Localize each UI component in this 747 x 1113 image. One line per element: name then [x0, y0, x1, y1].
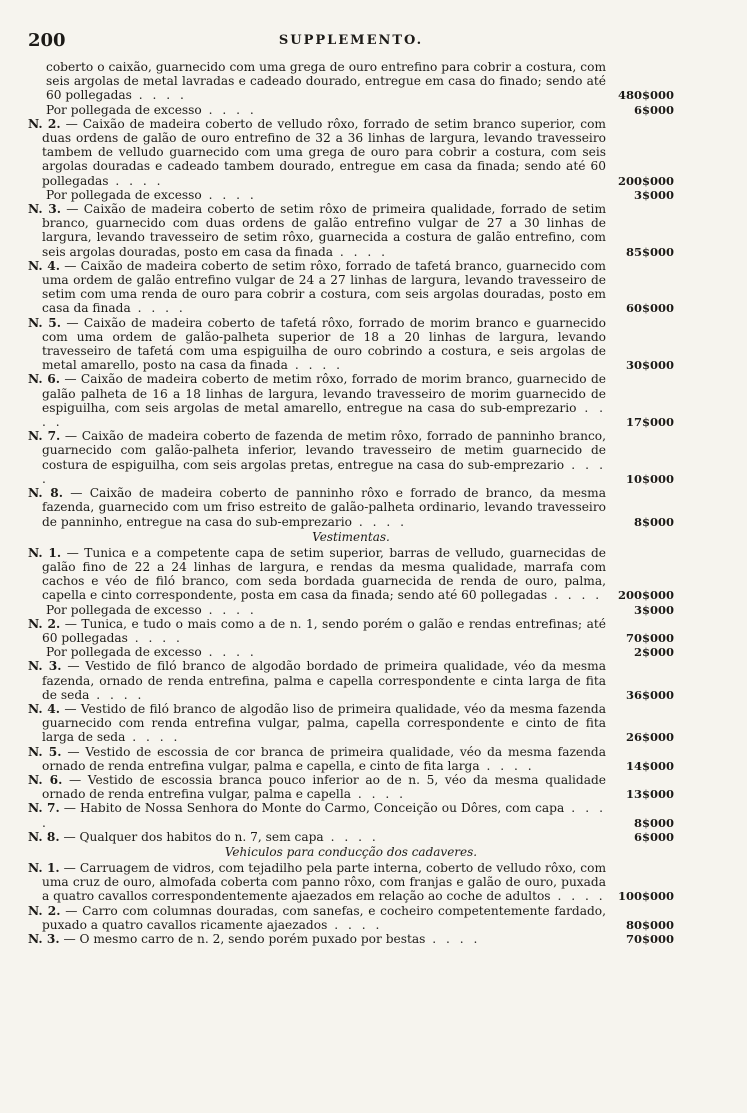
- entry-description: — Caixão de madeira coberto de velludo rôxo, forrado de setim branco superior, com duas ordens de galão de ouro entrefino de 32 a 36 linhas de largura, levando travesseiro tambem de velludo guarnecido com uma grega de ouro para cobrir a costura, com seis argolas douradas e cadeado tambem dourado, entregue em casa da finada; sendo até 60 pollegadas: [42, 116, 606, 188]
- entry-text: [28, 616, 612, 645]
- entry-description: — Vestido de filó branco de algodão liso de primeira qualidade, véo da mesma fazenda guarnecido com renda entrefina vulgar, palma, capella correspondente e cinto de fita larga de seda: [42, 701, 606, 745]
- leader-dots: . . . .: [201, 187, 257, 202]
- entry-number: N. 3.: [28, 659, 62, 674]
- entry-amount: 3$000: [633, 602, 674, 617]
- section-heading-vehicles: Vehiculos para conducção dos cadaveres.: [224, 844, 478, 859]
- vestment-price-list: [28, 546, 674, 844]
- price-entry: [28, 932, 674, 946]
- entry-description: — Tunica e a competente capa de setim superior, barras de velludo, guarnecidas de galão fino de 22 a 24 linhas de largura, e rendas da mesma qualidade, marrafa com cachos e véo de filó branco, com seda bordada guarnecida de renda de ouro, palma, capella e cinto correspondente, posta em casa da finada; sendo até 60 pollegadas: [42, 545, 607, 603]
- entry-amount: 14$000: [625, 758, 674, 773]
- entry-text: [46, 645, 612, 659]
- leader-dots: . . . .: [287, 358, 343, 373]
- entry-text: [28, 772, 612, 802]
- entry-text: [28, 258, 612, 316]
- entry-text: [28, 372, 612, 430]
- entry-text: [28, 659, 612, 702]
- price-entry: [28, 773, 674, 801]
- price-entry: [28, 202, 674, 259]
- entry-description: — Qualquer dos habitos do n. 7, sem capa: [63, 829, 324, 844]
- entry-text: [28, 829, 612, 844]
- entry-amount: 85$000: [625, 244, 674, 259]
- entry-number: N. 1.: [28, 545, 62, 560]
- page-number: 200: [28, 30, 66, 51]
- price-entry: [28, 861, 674, 904]
- price-entry: [28, 645, 674, 659]
- entry-text: [28, 202, 612, 259]
- entry-text: [28, 486, 612, 529]
- leader-dots: . . . .: [42, 801, 606, 830]
- entry-number: N. 2.: [28, 616, 61, 631]
- leader-dots: . . . .: [350, 787, 406, 802]
- entry-text: [46, 60, 612, 103]
- entry-amount: 8$000: [633, 815, 674, 830]
- entry-description: — Carro com columnas douradas, com sanefas, e cocheiro competentemente fardado, puxado a quatro cavallos ricamente ajaezados: [42, 903, 607, 932]
- entry-amount: 480$000: [617, 88, 674, 103]
- price-entry: [28, 117, 674, 188]
- entry-description: coberto o caixão, guarnecido com uma grega de ouro entrefino para cobrir a costura, com seis argolas de metal lavradas e cadeado dourado, entregue em casa do finado; sendo até 60 pollegadas: [46, 60, 606, 103]
- entry-description: — Caixão de madeira coberto de fazenda de metim rôxo, forrado de panninho branco, guarnecido com galão-palheta inferior, levando travesseiro de metim guarnecido de costura de espiguilha, com seis argolas pretas, entregue na casa do sub-emprezario: [42, 429, 606, 472]
- entry-description: — Habito de Nossa Senhora do Monte do Carmo, Conceição ou Dôres, com capa: [63, 801, 565, 816]
- entry-description: — Carruagem de vidros, com tejadilho pela parte interna, coberto de velludo rôxo, com uma cruz de ouro, almofada coberta com panno rôxo, com franjas e galão de ouro, puxada a quatro cavallos correspondentemente ajaezados em relação ao coche de adultos: [42, 860, 606, 904]
- price-entry: [28, 801, 674, 829]
- entry-description: — Caixão de madeira coberto de tafetá rôxo, forrado de morim branco e guarnecido com uma ordem de galão-palheta superior de 18 a 20 linhas de largura, levando travesseiro de tafetá com uma espiguilha de ouro cobrindo a costura, e seis argolas de metal amarello, posto na casa da finada: [42, 315, 606, 373]
- leader-dots: . . . .: [131, 88, 187, 103]
- price-entry: [28, 188, 674, 202]
- price-entry: [28, 603, 674, 617]
- entry-amount: 200$000: [617, 588, 674, 603]
- entry-number: N. 7.: [28, 429, 61, 444]
- entry-description: Por pollegada de excesso: [46, 187, 202, 202]
- entry-description: — Caixão de madeira coberto de setim rôxo, forrado de tafetá branco, guarnecido com uma ordem de galão entrefino vulgar de 24 a 27 linhas de largura, levando travesseiro de setim com uma renda de ouro para cobrir a costura, com seis argolas douradas, posto em casa da finada: [42, 258, 606, 316]
- leader-dots: . . . .: [550, 889, 606, 904]
- entry-description: Por pollegada de excesso: [46, 645, 202, 660]
- entry-amount: 200$000: [617, 173, 674, 188]
- entry-text: [28, 801, 612, 830]
- entry-description: — Caixão de madeira coberto de metim rôxo, forrado de morim branco, guarnecido de galão palheta de 16 a 18 linhas de largura, levando travesseiro de morim guarnecido de espiguilha, com seis argolas de metal amarello, entregue na casa do sub-emprezario: [42, 372, 606, 415]
- entry-description: — Vestido de escossia branca pouco inferior ao de n. 5, véo da mesma qualidade ornado de renda entrefina vulgar, palma e capella: [42, 772, 606, 802]
- entry-amount: 17$000: [625, 415, 674, 430]
- entry-description: — Caixão de madeira coberto de panninho rôxo e forrado de branco, da mesma fazenda, guarnecido com um friso estreito de galão-palheta ordinario, levando travesseiro de panninho, entregue na casa do sub-emprezario: [42, 486, 607, 529]
- entry-text: [28, 545, 612, 603]
- entry-number: N. 1.: [28, 860, 60, 875]
- entry-text: [28, 429, 612, 486]
- entry-number: N. 3.: [28, 931, 60, 946]
- price-entry: [28, 702, 674, 745]
- entry-number: N. 4.: [28, 258, 60, 273]
- entry-number: N. 6.: [28, 772, 63, 787]
- entry-text: [28, 860, 612, 904]
- price-entry: [28, 316, 674, 373]
- entry-number: N. 2.: [28, 116, 61, 131]
- entry-amount: 36$000: [625, 687, 674, 702]
- leader-dots: . . . .: [42, 400, 606, 430]
- entry-description: — Caixão de madeira coberto de setim rôxo de primeira qualidade, forrado de setim branco, guarnecido com duas ordens de galão entrefino vulgar de 27 a 30 linhas de largura, levando travesseiro de setim rôxo, guarnecida a costura de galão entrefino, com seis argolas douradas, posto em casa da finada: [42, 202, 607, 259]
- price-entry: [28, 904, 674, 932]
- entry-amount: 6$000: [633, 102, 674, 117]
- running-title: SUPPLEMENTO.: [278, 33, 424, 48]
- entry-text: [28, 931, 612, 946]
- entry-text: [28, 116, 612, 188]
- leader-dots: . . . .: [125, 730, 181, 745]
- leader-dots: . . . .: [351, 514, 407, 529]
- price-entry: [28, 259, 674, 316]
- leader-dots: . . . .: [201, 602, 257, 617]
- leader-dots: . . . .: [108, 173, 164, 188]
- coffin-price-list: [28, 60, 674, 529]
- leader-dots: . . . .: [127, 630, 183, 645]
- entry-number: N. 3.: [28, 202, 61, 217]
- entry-number: N. 2.: [28, 903, 61, 918]
- entry-description: — Vestido de escossia de cor branca de primeira qualidade, véo da mesma fazenda ornado de renda entrefina vulgar, palma e capella, e cinto de fita larga: [42, 744, 607, 773]
- entry-amount: 70$000: [625, 630, 674, 645]
- price-entry: [28, 372, 674, 429]
- section-heading-vestments: Vestimentas.: [312, 529, 390, 544]
- price-entry: [28, 659, 674, 702]
- entry-description: Por pollegada de excesso: [46, 602, 202, 617]
- leader-dots: . . . .: [201, 102, 257, 117]
- entry-amount: 10$000: [625, 471, 674, 486]
- entry-number: N. 7.: [28, 801, 60, 816]
- price-entry: [28, 617, 674, 645]
- leader-dots: . . . .: [327, 917, 383, 932]
- price-entry: [28, 486, 674, 529]
- entry-amount: 13$000: [625, 787, 674, 802]
- entry-amount: 6$000: [633, 829, 674, 844]
- leader-dots: . . . .: [201, 645, 257, 660]
- entry-amount: 60$000: [625, 301, 674, 316]
- leader-dots: . . . .: [130, 301, 186, 316]
- entry-amount: 8$000: [633, 514, 674, 529]
- vehicle-price-list: [28, 861, 674, 946]
- entry-amount: 100$000: [617, 889, 674, 904]
- entry-text: [28, 701, 612, 745]
- entry-amount: 80$000: [625, 917, 674, 932]
- leader-dots: . . . .: [425, 931, 481, 946]
- leader-dots: . . . .: [42, 457, 607, 486]
- entry-description: — Tunica, e tudo o mais como a de n. 1, sendo porém o galão e rendas entrefinas; até 60 pollegadas: [42, 616, 606, 645]
- page-header: [28, 30, 674, 60]
- entry-description: — Vestido de filó branco de algodão bordado de primeira qualidade, véo da mesma fazenda, ornado de renda entrefina, palma e capella correspondente e cinta larga de fita de seda: [42, 659, 606, 702]
- entry-text: [28, 903, 612, 932]
- entry-number: N. 6.: [28, 372, 61, 387]
- leader-dots: . . . .: [479, 758, 535, 773]
- entry-amount: 3$000: [633, 187, 674, 202]
- entry-number: N. 5.: [28, 315, 62, 330]
- price-entry: [28, 546, 674, 603]
- entry-amount: 2$000: [633, 645, 674, 660]
- price-entry: [28, 830, 674, 844]
- leader-dots: . . . .: [333, 244, 389, 259]
- entry-text: [46, 103, 612, 117]
- entry-description: Por pollegada de excesso: [46, 102, 202, 117]
- entry-number: N. 8.: [28, 829, 60, 844]
- price-entry: [28, 429, 674, 486]
- entry-number: N. 8.: [28, 486, 63, 501]
- price-entry: [28, 745, 674, 773]
- entry-number: N. 5.: [28, 744, 62, 759]
- leader-dots: . . . .: [89, 687, 145, 702]
- leader-dots: . . . .: [547, 588, 603, 603]
- price-entry: [28, 103, 674, 117]
- entry-text: [46, 603, 612, 617]
- entry-text: [46, 188, 612, 202]
- leader-dots: . . . .: [323, 829, 379, 844]
- entry-amount: 70$000: [625, 931, 674, 946]
- entry-text: [28, 315, 612, 373]
- entry-text: [28, 744, 612, 773]
- entry-amount: 26$000: [625, 730, 674, 745]
- document-page: [28, 30, 674, 946]
- price-entry: [28, 60, 674, 103]
- entry-description: — O mesmo carro de n. 2, sendo porém puxado por bestas: [63, 931, 426, 946]
- entry-amount: 30$000: [625, 358, 674, 373]
- entry-number: N. 4.: [28, 701, 61, 716]
